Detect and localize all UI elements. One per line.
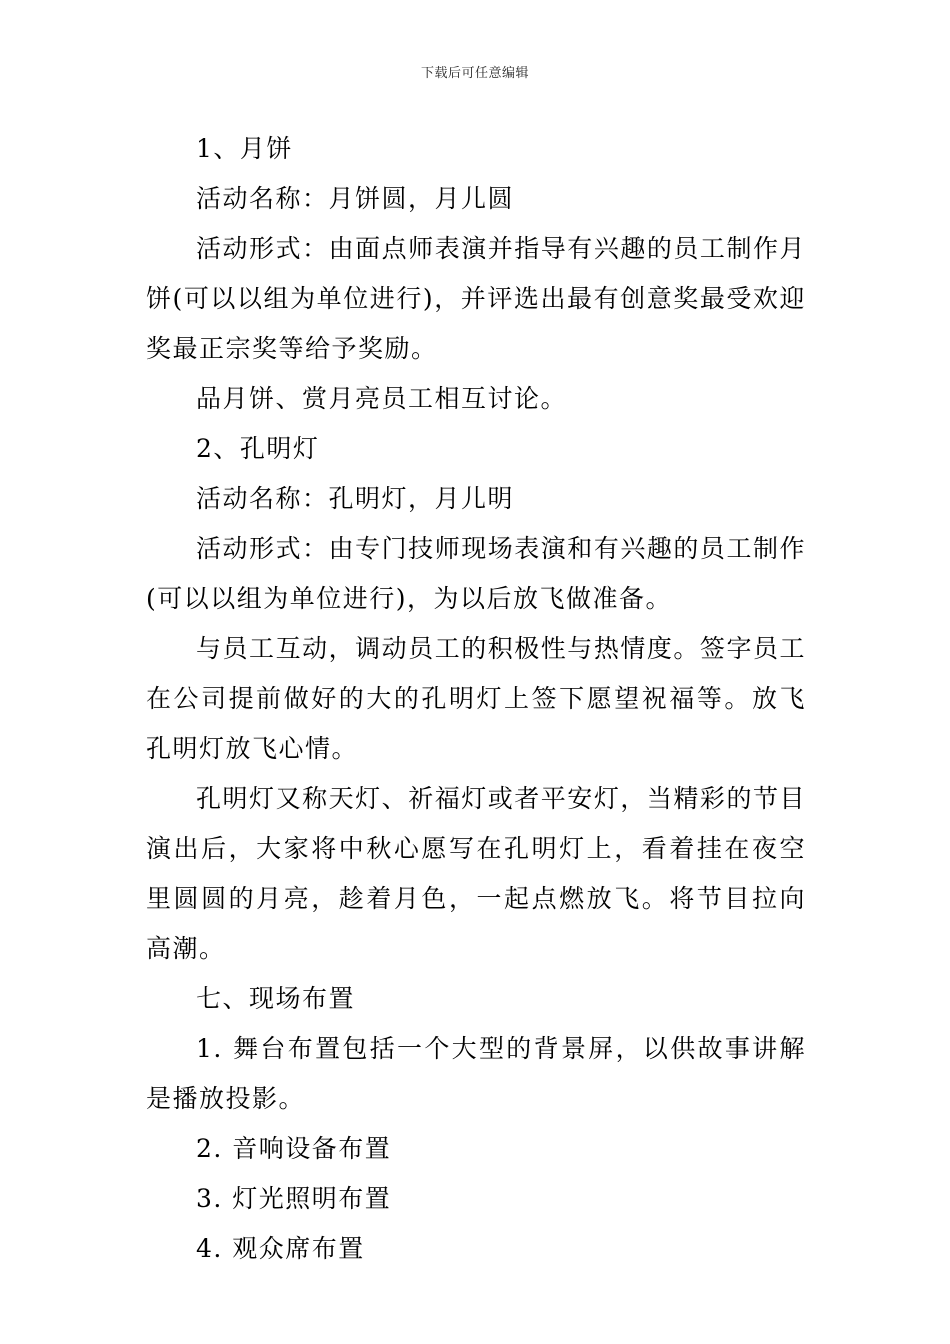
heading-venue-setup: 七、现场布置 [196, 984, 356, 1013]
setup-item-stage: 1. 舞台布置包括一个大型的背景屏，以供故事讲解是播放投影。 [146, 1034, 806, 1113]
mooncake-activity-form: 活动形式：由面点师表演并指导有兴趣的员工制作月饼(可以以组为单位进行)，并评选出最有创意奖最受欢迎奖最正宗奖等给予奖励。 [146, 234, 806, 363]
document-body [146, 124, 806, 1274]
mooncake-discussion: 品月饼、赏月亮员工相互讨论。 [196, 384, 568, 413]
lantern-interaction: 与员工互动，调动员工的积极性与热情度。签字员工在公司提前做好的大的孔明灯上签下愿望祝福等。放飞孔明灯放飞心情。 [146, 634, 806, 763]
mooncake-activity-name: 活动名称：月饼圆，月儿圆 [196, 184, 515, 213]
lantern-activity-name: 活动名称：孔明灯，月儿明 [196, 484, 515, 513]
lantern-description: 孔明灯又称天灯、祈福灯或者平安灯，当精彩的节目演出后，大家将中秋心愿写在孔明灯上，看着挂在夜空里圆圆的月亮，趁着月色，一起点燃放飞。将节目拉向高潮。 [146, 784, 806, 963]
lantern-activity-form: 活动形式：由专门技师现场表演和有兴趣的员工制作(可以以组为单位进行)，为以后放飞做准备。 [146, 534, 806, 613]
heading-mooncake: 1、月饼 [196, 134, 293, 163]
setup-item-seating: 4. 观众席布置 [196, 1234, 365, 1263]
heading-kongming-lantern: 2、孔明灯 [196, 434, 320, 463]
setup-item-lighting: 3. 灯光照明布置 [196, 1184, 392, 1213]
setup-item-audio: 2. 音响设备布置 [196, 1134, 392, 1163]
page-header: 下载后可任意编辑 [420, 66, 529, 81]
